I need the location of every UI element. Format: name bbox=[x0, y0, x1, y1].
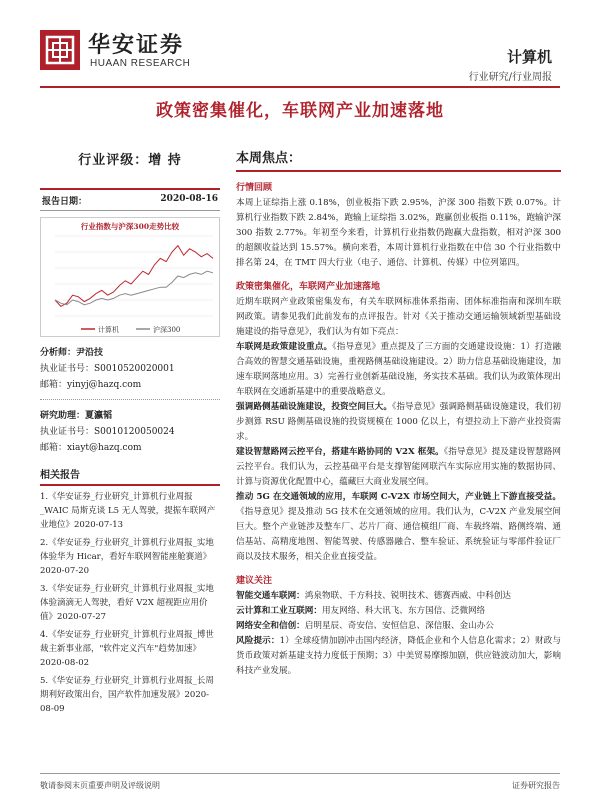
analyst-role: 分析师： bbox=[40, 348, 77, 358]
section-heading: 建议关注 bbox=[236, 576, 273, 586]
point-body: 《指导意见》强调路侧基础设施建设，我们初步测算 RSU 路侧基础设施的投资规模在 1000 亿以上，有望拉动上下游产业投资需求。 bbox=[236, 402, 561, 442]
market-review-paragraph: 本周上证综指上涨 0.18%，创业板指下跌 2.95%，沪深 300 指数下跌 0.07%。计算机行业指数下跌 2.84%，跑输上证综指 3.02%，跑赢创业板指 0.11%，跑输沪深 300 指数 2.77%。年初至今来看，计算机行业指数仍跑赢大盘指数，相对沪深 300 的超额收益达到 15.57%。横向来看，本周计算机行业指数在中信 30 个行业指数中排名第 24，在 TMT 四大行业（电子、通信、计算机、传媒）中位列第四。 bbox=[236, 198, 561, 268]
related-report-item[interactable]: 4.《华安证券_行业研究_计算机行业周报_博世裁主新事业部，"软件定义汽车"趋势加速》2020-08-02 bbox=[40, 630, 214, 668]
risk-warning bbox=[236, 634, 561, 679]
analyst-role: 研究助理： bbox=[40, 411, 86, 421]
risk-body: 1）全球疫情加剧冲击国内经济，降低企业和个人信息化需求；2）财政与货币政策对新基建支持力度低于预期；3）中美贸易摩擦加剧，供应链波动加大，影响科技产业发展。 bbox=[236, 636, 561, 676]
industry-rating bbox=[40, 149, 220, 168]
legend-label-industry: 计算机 bbox=[98, 326, 119, 334]
policy-point-4 bbox=[236, 490, 561, 565]
chart-title: 行业指数与沪深300走势比较 bbox=[80, 222, 180, 231]
report-type: 行业研究/行业周报 bbox=[468, 72, 552, 83]
rec-lead: 网络安全和信创： bbox=[236, 621, 305, 631]
point-lead: 车联网是政策建设重点。 bbox=[236, 342, 333, 352]
policy-point-1 bbox=[236, 340, 561, 400]
chart-grid bbox=[55, 236, 213, 316]
rec-lead: 云计算和工业互联网： bbox=[236, 606, 322, 616]
legend-label-index: 沪深300 bbox=[153, 326, 181, 334]
rating-label: 行业评级： bbox=[78, 153, 149, 168]
point-body: 《指导意见》提及推动 5G 技术在交通领域的应用。我们认为，C-V2X 产业发展空间巨大。整个产业链涉及整车厂、芯片厂商、通信模组厂商、车载终端、路侧终端、通信基站、高精度地图、智能驾驶、传感器融合、整车验证、系统验证与零部件验证厂商以及技术服务，相关企业直接受益。 bbox=[236, 507, 561, 562]
section-heading: 行情回顾 bbox=[236, 183, 273, 193]
divider bbox=[40, 484, 220, 486]
rating-value: 增 持 bbox=[148, 153, 182, 168]
analyst-email[interactable]: 邮箱：yinyj@hazq.com bbox=[40, 380, 142, 390]
divider bbox=[40, 399, 220, 400]
recommendation-1 bbox=[236, 589, 561, 604]
point-body: 《指导意见》重点提及了三方面的交通建设设施：1）打造融合高效的智慧交通基础设施，重视路侧基础设施建设。2）助力信息基础设施建设，加速车联网落地应用。3）完善行业创新基础设施，务实技术基础。我们认为政策体现出车联网在交通新基建中的重要战略意义。 bbox=[236, 342, 561, 397]
report-date bbox=[40, 190, 220, 210]
header-divider bbox=[40, 86, 560, 88]
policy-point-2 bbox=[236, 400, 561, 445]
analyst-info-2 bbox=[40, 408, 220, 456]
point-body: 《指导意见》提及建设智慧路网云控平台。我们认为，云控基础平台是支撑智能网联汽车实际应用实施的数据协同、计算与资源优化配置中心，蕴藏巨大商业发展空间。 bbox=[236, 447, 561, 487]
related-report-item[interactable]: 1.《华安证券_行业研究_计算机行业周报_WAIC 局斯克谈 L5 无人驾驶，提振车联网产业地位》2020-07-13 bbox=[40, 492, 216, 530]
brand-name-en: HUAAN RESEARCH bbox=[90, 58, 191, 69]
analyst-name: 夏瀛韬 bbox=[85, 411, 113, 421]
chart-plot bbox=[41, 232, 219, 336]
footer-divider bbox=[40, 773, 560, 774]
report-date-label: 报告日期： bbox=[42, 197, 88, 207]
policy-intro-paragraph: 近期车联网产业政策密集发布，有关车联网标准体系指南、团体标准指南和深圳车联网政策。请参见我们此前发布的点评报告。针对《关于推动交通运输领域新型基础设施建设的指导意见》，我们认为有如下亮点： bbox=[236, 297, 561, 337]
footer-label: 证券研究报告 bbox=[512, 781, 560, 790]
recommendation-3 bbox=[236, 619, 561, 634]
rec-body: 鸿泉物联、千方科技、锐明技术、德赛西威、中科创达 bbox=[304, 591, 512, 601]
analyst-info-1 bbox=[40, 345, 220, 393]
footer-disclaimer[interactable]: 敬请参阅末页重要声明及评级说明 bbox=[40, 781, 160, 790]
point-lead: 推动 5G 在交通领域的应用，车联网 C-V2X 市场空间大，产业链上下游直接受益。 bbox=[236, 492, 561, 502]
report-date-value: 2020-08-16 bbox=[160, 194, 218, 204]
huaan-logo-icon bbox=[40, 30, 80, 70]
section-heading: 政策密集催化，车联网产业加速落地 bbox=[236, 282, 381, 292]
chart-legend bbox=[81, 325, 180, 334]
related-report-item[interactable]: 2.《华安证券_行业研究_计算机行业周报_实地体验华为 Hicar，看好车联网智能座舱赛道》2020-07-20 bbox=[40, 538, 214, 576]
related-report-item[interactable]: 3.《华安证券_行业研究_计算机行业周报_实地体验滴滴无人驾驶，看好 V2X 超视距应用价值》2020-07-27 bbox=[40, 584, 214, 622]
index-chart bbox=[40, 217, 220, 337]
risk-lead: 风险提示： bbox=[236, 636, 280, 646]
focus-heading: 本周焦点： bbox=[236, 151, 302, 166]
analyst-name: 尹沿技 bbox=[76, 348, 104, 358]
divider bbox=[40, 210, 220, 211]
recommendation-2 bbox=[236, 604, 561, 619]
rec-body: 启明星辰、奇安信、安恒信息、深信服、金山办公 bbox=[304, 621, 494, 631]
point-lead: 强调路侧基础设施建设，投资空间巨大。 bbox=[236, 402, 393, 412]
right-column bbox=[236, 145, 561, 679]
brand-name: 华安证券 bbox=[88, 32, 185, 58]
sector-label: 计算机 bbox=[506, 48, 552, 66]
related-reports-heading: 相关报告 bbox=[40, 470, 80, 481]
page-title: 政策密集催化，车联网产业加速落地 bbox=[156, 101, 444, 121]
policy-point-3 bbox=[236, 445, 561, 490]
analyst-cert: 执业证书号：S0010120050024 bbox=[40, 427, 175, 437]
divider bbox=[236, 170, 561, 172]
rec-body: 用友网络、科大讯飞、东方国信、泛微网络 bbox=[321, 606, 486, 616]
left-column bbox=[40, 145, 220, 716]
rec-lead: 智能交通车联网： bbox=[236, 591, 305, 601]
analyst-email[interactable]: 邮箱：xiayt@hazq.com bbox=[40, 443, 142, 453]
related-report-item[interactable]: 5.《华安证券_行业研究_计算机行业周报_长周期利好政策出台，国产软件加速发展》2020-08-09 bbox=[40, 676, 214, 714]
chart-lines bbox=[55, 246, 213, 307]
point-lead: 建设智慧路网云控平台，搭建车路协同的 V2X 框架。 bbox=[236, 447, 444, 457]
report-header bbox=[0, 0, 600, 90]
series-line-industry bbox=[55, 246, 213, 307]
analyst-cert: 执业证书号：S0010520020001 bbox=[40, 364, 175, 374]
